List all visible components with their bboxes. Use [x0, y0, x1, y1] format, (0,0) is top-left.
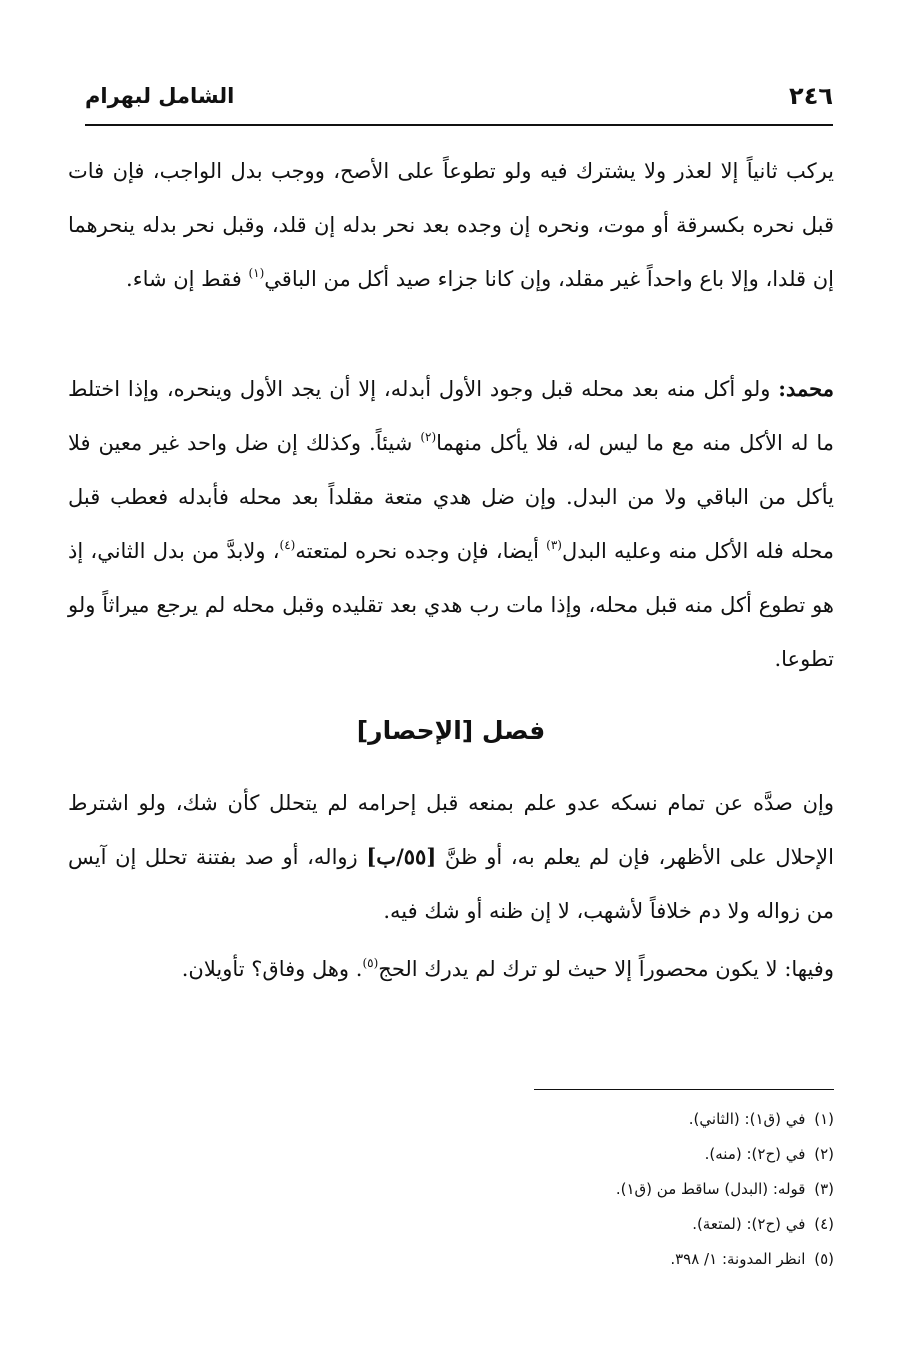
paragraph-text: . وهل وفاق؟ تأويلان.: [181, 957, 363, 981]
paragraph-sacrifice-replacement: [68, 144, 834, 306]
footnote-number: (٥): [814, 1250, 834, 1268]
paragraph-text: شيئاً. وكذلك إن ضل واحد غير معين فلا يأكل من الباقي ولا من البدل. وإن ضل هدي متعة مقلداً بعد محله فأبدله فعطب قبل محله فله الأكل منه وعليه البدل: [68, 431, 834, 563]
footnote-item: [68, 1102, 834, 1137]
footnote-text: في (ق١): (الثاني).: [688, 1110, 806, 1128]
footnote-text: انظر المدونة: ١/ ٣٩٨.: [670, 1250, 806, 1268]
footnote-text: قوله: (البدل) ساقط من (ق١).: [615, 1180, 806, 1198]
footnote-number: (١): [814, 1110, 834, 1128]
paragraph-text: أيضا، فإن وجده نحره لمتعته: [295, 539, 547, 563]
paragraph-text: زواله، أو صد بفتنة تحلل إن آيس من زواله ولا دم خلافاً لأشهب، لا إن ظنه أو شك فيه.: [68, 845, 834, 923]
footnote-number: (٣): [814, 1180, 834, 1198]
footnotes-list: [68, 1102, 834, 1277]
footnote-ref-5: (٥): [362, 956, 379, 970]
paragraph-mudawwana: [68, 942, 834, 996]
footnote-item: [68, 1172, 834, 1207]
footnote-item: [68, 1137, 834, 1172]
paragraph-ihsar: [68, 776, 834, 938]
paragraph-muhammad: [68, 362, 834, 686]
footnote-text: في (ح٢): (منه).: [704, 1145, 806, 1163]
paragraph-text: ولو أكل منه بعد محله قبل وجود الأول أبدله، إلا أن يجد الأول وينحره، وإذا اختلط ما له الأكل منه مع ما ليس له، فلا يأكل منهما: [68, 377, 834, 455]
running-header: [85, 78, 833, 126]
paragraph-text: ، ولابدَّ من بدل الثاني، إذ هو تطوع أكل منه قبل محله، وإذا مات رب هدي بعد تقليده وقبل محله لم يرجع ميراثاً ولو تطوعا.: [68, 539, 834, 671]
footnote-number: (٢): [814, 1145, 834, 1163]
footnote-ref-3: (٣): [546, 538, 562, 552]
manuscript-folio-marker: [٥٥/ب]: [366, 844, 437, 869]
footnote-number: (٤): [814, 1215, 834, 1233]
footnote-separator: [534, 1089, 834, 1090]
footnote-ref-2: (٢): [420, 430, 437, 444]
paragraph-text: فقط إن شاء.: [126, 267, 249, 291]
paragraph-text: وفيها: لا يكون محصوراً إلا حيث لو ترك لم يدرك الحج: [378, 957, 834, 981]
footnote-ref-4: (٤): [279, 538, 296, 552]
footnote-item: [68, 1207, 834, 1242]
footnote-item: [68, 1242, 834, 1277]
paragraph-text: وإن صدَّه عن تمام نسكه عدو علم بمنعه قبل إحرامه لم يتحلل كأن شك، ولو اشترط الإحلال على الأظهر، فإن لم يعلم به، أو ظنَّ: [68, 791, 834, 869]
footnote-text: في (ح٢): (لمتعة).: [692, 1215, 806, 1233]
paragraph-lead-word: محمد:: [778, 376, 834, 401]
section-title: فصل [الإحصار]: [356, 716, 546, 745]
book-title: الشامل لبهرام: [85, 84, 235, 108]
page-number: ٢٤٦: [789, 82, 833, 110]
paragraph-text: يركب ثانياً إلا لعذر ولا يشترك فيه ولو تطوعاً على الأصح، ووجب بدل الواجب، فإن فات قبل نحره بكسرقة أو موت، ونحره إن وجده بعد نحر بدله إن قلد، وقبل نحر بدله ينحرهما إن قلدا، وإلا باع واحداً غير مقلد، وإن كانا جزاء صيد أكل من الباقي: [68, 159, 834, 291]
footnote-ref-1: (١): [248, 266, 265, 280]
